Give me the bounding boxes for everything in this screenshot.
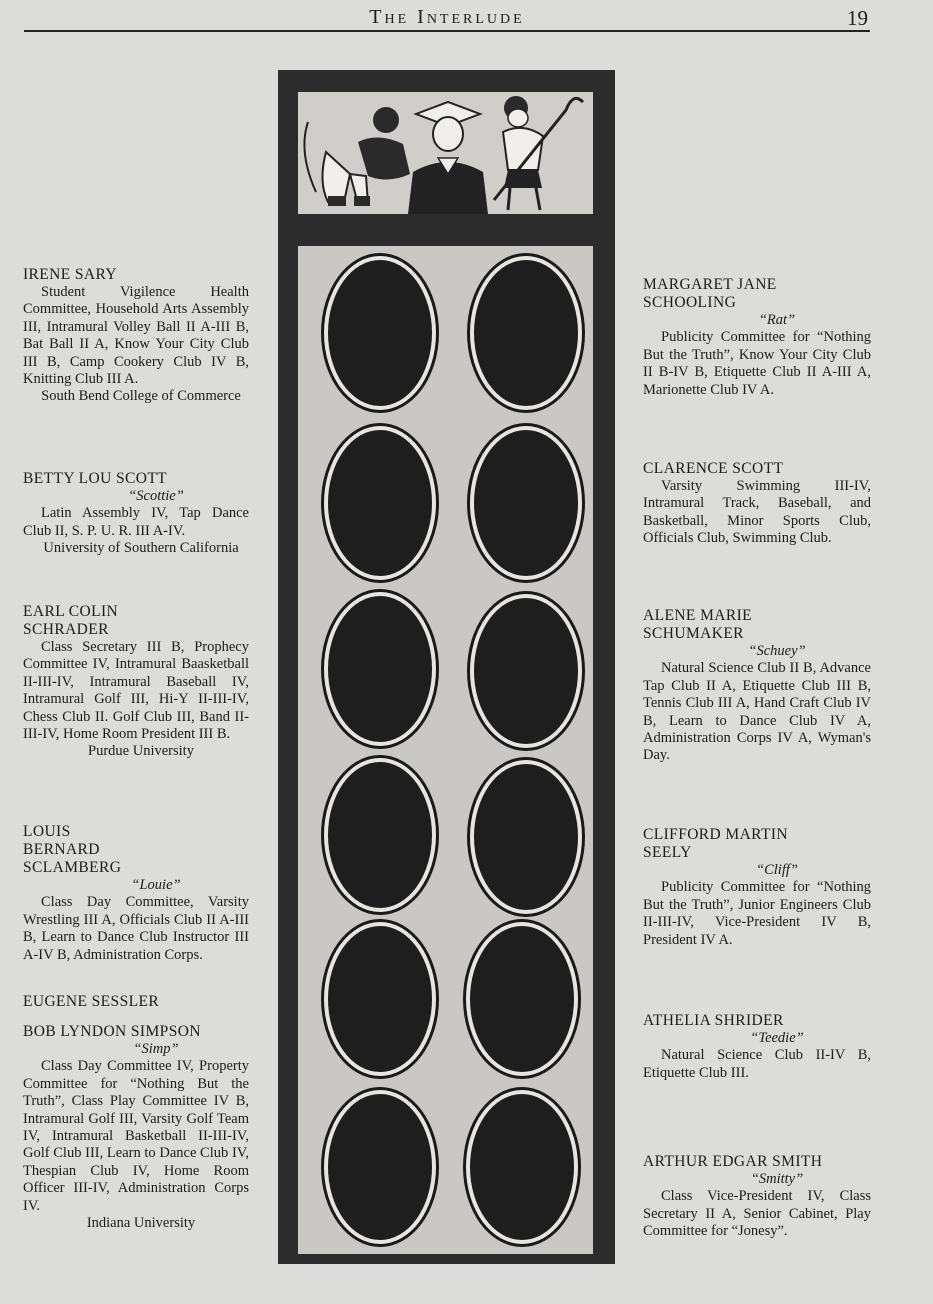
student-activities: Publicity Committee for “Nothing But the Truth”, Junior Engineers Club II-III-IV, Vice-President IV B, President IV A. bbox=[643, 879, 871, 948]
student-activities: Publicity Committee for “Nothing But the Truth”, Know Your City Club II B-IV B, Etiquette Club II A-III A, Marionette Club IV A. bbox=[643, 329, 871, 398]
student-nickname: “Scottie” bbox=[128, 488, 184, 504]
student-activities: Natural Science Club II-IV B, Etiquette Club III. bbox=[643, 1047, 871, 1081]
student-activities: Student Vigilence Health Committee, Household Arts Assembly III, Intramural Volley Ball II A-III B, Bat Ball II A, Know Your City Club III B, Camp Cookery Club IV B, Knitting Club III A. bbox=[23, 284, 249, 388]
student-activities: Natural Science Club II B, Advance Tap Club II A, Etiquette Club III B, Tennis Club III A, Hand Craft Club IV B, Learn to Dance Club IV A, Administration Corps IV A, Wyman's Day. bbox=[643, 660, 871, 764]
student-activities: Class Day Committee, Varsity Wrestling III A, Officials Club II A-III B, Learn to Dance Club Instructor III A-IV B, Administration Corps. bbox=[23, 894, 249, 963]
student-portrait bbox=[470, 426, 582, 580]
student-nickname: “Smitty” bbox=[750, 1171, 804, 1187]
student-portrait bbox=[466, 1090, 578, 1244]
student-activities: Class Secretary III B, Prophecy Committee IV, Intramural Baasketball II-III-IV, Intramural Baseball IV, Intramural Golf III, Hi-Y II-III-IV, Chess Club II. Golf Club III, Band II-III-IV, Home Room President III B. bbox=[23, 639, 249, 743]
student-nickname: “Cliff” bbox=[756, 862, 798, 878]
student-name: BETTY LOU SCOTT bbox=[23, 470, 168, 487]
student-portrait bbox=[324, 592, 436, 746]
student-name: LOUIS BERNARD SCLAMBERG bbox=[23, 823, 122, 876]
student-name: MARGARET JANE SCHOOLING bbox=[643, 276, 777, 311]
student-portrait bbox=[470, 594, 582, 748]
banner-illustration bbox=[298, 92, 593, 214]
student-portrait bbox=[324, 256, 436, 410]
student-activities: Class Day Committee IV, Property Committee for “Nothing But the Truth”, Class Play Committee IV B, Intramural Golf III, Varsity Golf Team IV, Intramural Basketball II-III-IV, Golf Club III, Learn to Dance Club IV, Thespian Club IV, Home Room Officer III-IV, Administration Corps IV. bbox=[23, 1058, 249, 1214]
student-name: ARTHUR EDGAR SMITH bbox=[643, 1153, 823, 1170]
student-entry bbox=[643, 607, 871, 765]
student-college: South Bend College of Commerce bbox=[41, 388, 241, 405]
student-name: EARL COLIN SCHRADER bbox=[23, 603, 119, 638]
student-name: IRENE SARY bbox=[23, 266, 117, 283]
student-entry bbox=[643, 1153, 871, 1241]
student-activities: Varsity Swimming III-IV, Intramural Track, Baseball, and Basketball, Minor Sports Club, Officials Club, Swimming Club. bbox=[643, 478, 871, 547]
student-portrait bbox=[466, 922, 578, 1076]
student-nickname: “Teedie” bbox=[750, 1030, 804, 1046]
student-college: Purdue University bbox=[88, 743, 194, 760]
student-name: CLARENCE SCOTT bbox=[643, 460, 784, 477]
sports-illustration-icon bbox=[298, 92, 593, 214]
student-entry bbox=[23, 993, 249, 1011]
student-entry bbox=[643, 460, 871, 548]
page-title: The Interlude bbox=[369, 6, 525, 28]
student-portrait bbox=[470, 760, 582, 914]
student-nickname: “Rat” bbox=[758, 312, 796, 328]
student-entry bbox=[643, 1012, 871, 1082]
student-portrait bbox=[324, 426, 436, 580]
student-portrait bbox=[324, 758, 436, 912]
student-entry bbox=[23, 603, 249, 761]
photo-panel bbox=[278, 70, 615, 1264]
student-name: CLIFFORD MARTIN SEELY bbox=[643, 826, 789, 861]
student-entry bbox=[643, 826, 871, 949]
student-name: ATHELIA SHRIDER bbox=[643, 1012, 784, 1029]
student-name: EUGENE SESSLER bbox=[23, 993, 160, 1010]
student-college: University of Southern California bbox=[43, 540, 239, 557]
student-activities: Latin Assembly IV, Tap Dance Club II, S. P. U. R. III A-IV. bbox=[23, 505, 249, 539]
student-entry bbox=[23, 1023, 249, 1232]
student-entry bbox=[643, 276, 871, 399]
student-name: BOB LYNDON SIMPSON bbox=[23, 1023, 201, 1040]
student-entry bbox=[23, 470, 249, 558]
student-college: Indiana University bbox=[86, 1215, 196, 1232]
page-header bbox=[24, 4, 870, 32]
student-activities: Class Vice-President IV, Class Secretary II A, Senior Cabinet, Play Committee for “Jonesy”. bbox=[643, 1188, 871, 1240]
student-entry bbox=[23, 266, 249, 406]
student-portrait bbox=[324, 1090, 436, 1244]
student-nickname: “Simp” bbox=[133, 1041, 179, 1057]
student-portrait bbox=[324, 922, 436, 1076]
student-portrait bbox=[470, 256, 582, 410]
student-entry bbox=[23, 823, 249, 964]
student-nickname: “Louie” bbox=[131, 877, 181, 893]
portrait-grid bbox=[298, 246, 593, 1254]
student-nickname: “Schuey” bbox=[748, 643, 806, 659]
page-number: 19 bbox=[847, 6, 868, 30]
student-name: ALENE MARIE SCHUMAKER bbox=[643, 607, 753, 642]
